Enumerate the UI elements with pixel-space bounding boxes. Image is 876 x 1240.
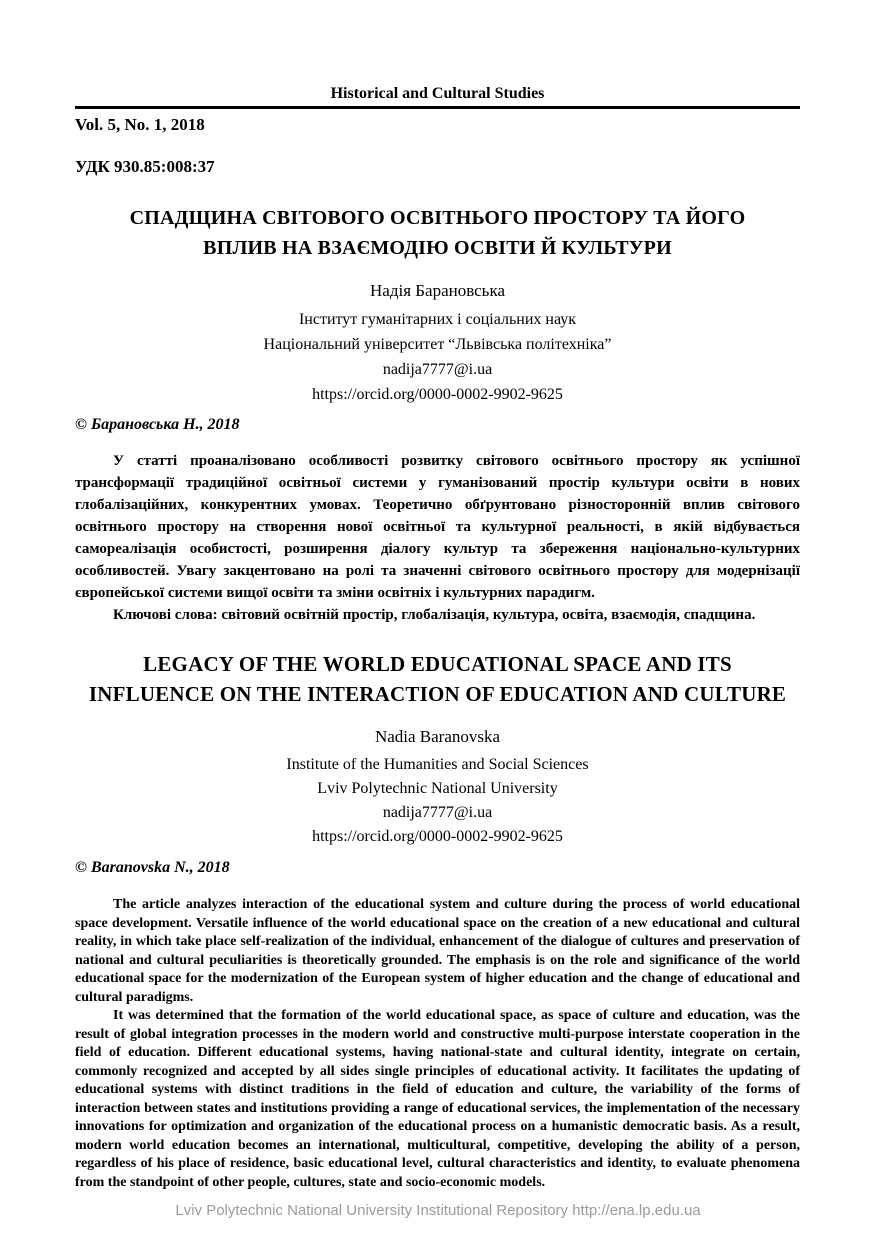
ua-copyright-line: © Барановська Н., 2018 xyxy=(75,416,240,433)
repository-footer-text: Lviv Polytechnic National University Institutional Repository http://ena.lp.edu.ua xyxy=(175,1202,701,1219)
ua-abstract-text: У статті проаналізовано особливості розвитку світового освітнього простору як успішної трансформації традиційної освітньої системи у гуманізований простір культури освіти в нових глобалізаційних, конкурентних умовах. Теоретично обґрунтовано різносторонній вплив світового освітнього простору на створення нової освітньої та культурної реальності, в якій відбувається самореалізація особистості, розширення діалогу культур та збереження національно-культурних особливостей. Увагу закцентовано на ролі та значенні світового освітнього простору для модернізації європейської системи вищої освіти та зміни освітніх і культурних парадигм. xyxy=(75,453,800,601)
en-abstract-paragraph-1: The article analyzes interaction of the educational system and culture during the process of world educational space development. Versatile influence of the world educational space on the creation of a new educational and cultural reality, in which take place self-realization of the individual, enhancement of the dialogue of cultures and preservation of national and cultural peculiarities is theoretically grounded. The emphasis is on the role and significance of the world educational space for the modernization of the European system of higher education and the change of educational and cultural paradigms. xyxy=(75,897,800,1005)
ua-keywords-line: Ключові слова: світовий освітній простір, глобалізація, культура, освіта, взаємодія, спадщина. xyxy=(113,607,756,623)
ua-author-name: Надія Барановська xyxy=(370,281,505,300)
en-abstract xyxy=(75,896,800,1192)
journal-header-title: Historical and Cultural Studies xyxy=(330,85,545,102)
volume-line: Vol. 5, No. 1, 2018 xyxy=(75,115,205,134)
en-affiliation-institute: Institute of the Humanities and Social Sciences xyxy=(286,756,589,773)
en-article-title: LEGACY OF THE WORLD EDUCATIONAL SPACE AND ITS INFLUENCE ON THE INTERACTION OF EDUCATION AND CULTURE xyxy=(88,652,787,706)
en-affiliation-block xyxy=(75,753,800,849)
ua-abstract xyxy=(75,450,800,626)
header-rule xyxy=(75,106,800,109)
en-affiliation-university: Lviv Polytechnic National University xyxy=(317,780,558,797)
en-email-link[interactable]: nadija7777@i.ua xyxy=(382,804,493,821)
ua-article-title: СПАДЩИНА СВІТОВОГО ОСВІТНЬОГО ПРОСТОРУ ТА ЙОГО ВПЛИВ НА ВЗАЄМОДІЮ ОСВІТИ Й КУЛЬТУРИ xyxy=(129,207,746,259)
en-author-name: Nadia Baranovska xyxy=(374,727,501,746)
en-copyright-line: © Baranovska N., 2018 xyxy=(75,859,230,876)
udc-line: УДК 930.85:008:37 xyxy=(75,157,215,176)
ua-orcid-link[interactable]: https://orcid.org/0000-0002-9902-9625 xyxy=(312,386,563,403)
ua-affiliation-block xyxy=(75,307,800,407)
en-orcid-link[interactable]: https://orcid.org/0000-0002-9902-9625 xyxy=(312,828,563,845)
ua-affiliation-university: Національний університет “Львівська політехніка” xyxy=(263,336,612,353)
en-abstract-paragraph-2: It was determined that the formation of the world educational space, as space of culture and education, was the result of global integration processes in the modern world and constructive multi-purpose interstate cooperation in the field of education. Different educational systems, having national-state and cultural identity, integrate on certain, commonly recognized and accepted by all sides single principles of educational activity. It facilitates the updating of educational systems with distinct traditions in the field of education and culture, the variability of the forms of interaction between states and institutions providing a range of educational services, the implementation of the necessary innovations for optimization and organization of the educational process on a humanistic democratic basis. As a result, modern world education becomes an international, multicultural, competitive, developing the ability of a person, regardless of his place of residence, basic educational level, cultural characteristics and identity, to evaluate phenomena from the standpoint of other people, cultures, state and socio-economic models. xyxy=(75,1008,800,1190)
ua-email-link[interactable]: nadija7777@i.ua xyxy=(382,361,493,378)
ua-affiliation-institute: Інститут гуманітарних і соціальних наук xyxy=(298,311,577,328)
